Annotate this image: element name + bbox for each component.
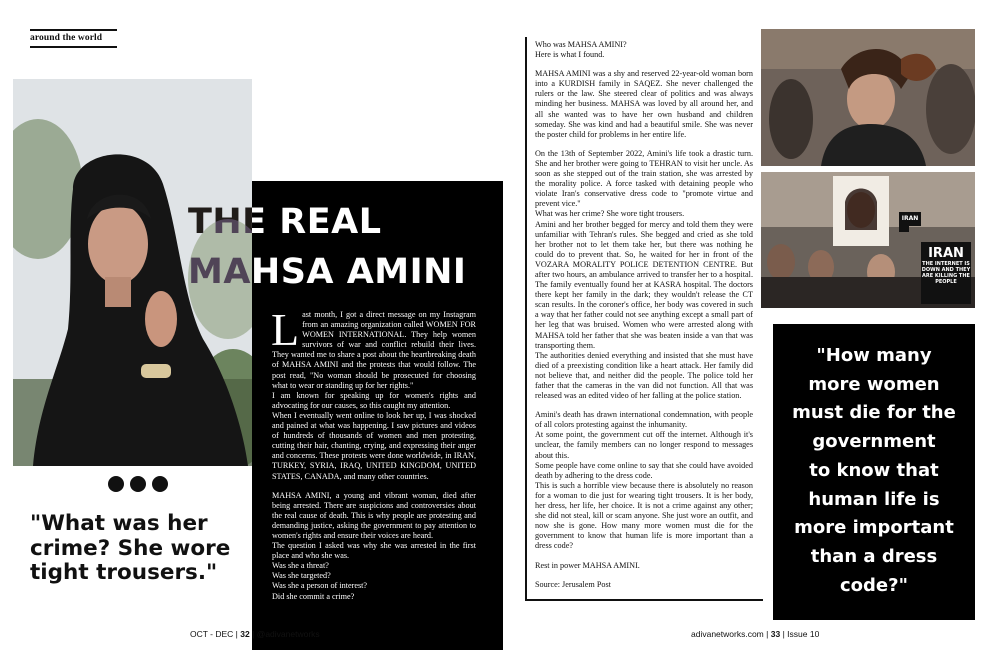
dot-icon [130, 476, 146, 492]
paragraph: Amini's death has drawn international condemnation, with people of all colors protesting against the inhumanity. [535, 410, 753, 430]
paragraph: Amini and her brother begged for mercy and told them they were unfamiliar with Tehran's rules. She begged and cried as she told her brother not to let them take her, but there was nothing he could do to prevent that. So, he waited for her in front of the VOZARA MORALITY POLICE DETENTION CENTRE. But after two hours, an ambulance arrived to transfer her to a hospital. The family eventually found her at KASRA hospital. The doctors there kept her family in the dark; they wouldn't release the CT scan results. In the coroner's office, her body was covered in such a way that her father could not see anything except a small part of her leg that was bruised. Women who were arrested along with MAHSA told her father that she was beaten inside a van that was transporting them. [535, 219, 753, 350]
quote-line: code?" [840, 574, 908, 596]
paragraph: Rest in power MAHSA AMINI. [535, 560, 640, 570]
paragraph: Here is what I found. [535, 50, 605, 60]
question-line: Did she commit a crime? [272, 591, 355, 601]
source-line: Source: Jerusalem Post [535, 579, 611, 589]
footer-issue: OCT - DEC [190, 629, 234, 639]
paragraph: Some people have come online to say that she could have avoided death by adhering to the dress code. [535, 460, 753, 480]
question-line: Was she a person of interest? [272, 581, 368, 591]
paragraph: ast month, I got a direct message on my Instagram from an amazing organization called WOMEN FOR WOMEN INTERNATIONAL. They help women survivors of war and conflict rebuild their lives. They wanted me to share a post about the heartbreaking death of MAHSA AMINI and the protests that would follow. The post read, "No woman should be prosecuted for choosing what to wear or standing up for her rights." [272, 310, 476, 390]
headline [188, 197, 498, 297]
question-line: Was she a threat? [272, 561, 329, 571]
pull-quote-right [773, 324, 975, 620]
quote-line: than a dress [810, 545, 938, 567]
quote-line: more women [808, 373, 940, 395]
quote-line: more important [794, 517, 954, 539]
paragraph: MAHSA AMINI was a shy and reserved 22-year-old woman born into a KURDISH family in SAQEZ. She never challenged the rulers or the law. She steered clear of politics and was always minding her business. MAHSA was loved by all around her, and all she wanted was to have her own husband and children someday. She was kind and had a beautiful smile. She was never the poster child for problems in her entire life. [535, 69, 753, 139]
headline-line-1: THE REAL [188, 202, 382, 242]
section-tag: around the world [30, 29, 117, 48]
article-column-1 [271, 304, 476, 602]
pull-quote-left: "What was her crime? She wore tight trousers." [30, 511, 231, 586]
paragraph: When I eventually went online to look her up, I was shocked and pained at what was happening. I saw pictures and videos of hundreds of thousands of women and men protesting, cutting their hair, chanting, crying, and expressing their anger and concerns. These protests were done worldwide, in IRAN, TURKEY, SYRIA, IRAQ, UNITED KINGDOM, UNITED STATES, CANADA, and many other countries. [272, 410, 476, 481]
headline-line-2: MAHSA AMINI [188, 252, 467, 292]
protest-photo-hair-cutting [761, 29, 975, 166]
paragraph: Who was MAHSA AMINI? [535, 40, 627, 49]
footer-site: adivanetworks.com [691, 629, 764, 639]
protest-sign-small: IRAN [899, 212, 921, 226]
photo1-illustration [761, 29, 975, 166]
paragraph: At some point, the government cut off the internet. Although it's unclear, the family members can no longer respond to messages about this. [535, 430, 753, 460]
article-column-2 [535, 40, 753, 590]
paragraph: The authorities denied everything and insisted that she must have died of a preexisting condition like a heart attack. Her family did not believe that, and neither did the people. The police told her father that the cameras in the van did not function. All that was released was an edited video of her falling at the police station. [535, 350, 753, 401]
paragraph: I am known for speaking up for women's rights and advocating for our causes, so this caught my attention. [272, 390, 476, 410]
quote-line: government [812, 431, 936, 453]
page-number: 33 [770, 629, 781, 639]
paragraph: What was her crime? She wore tight trousers. [535, 209, 685, 219]
decorative-dots [108, 476, 168, 492]
quote-line: human life is [808, 488, 940, 510]
quote-line: must die for the [792, 402, 956, 424]
column-rule [525, 37, 527, 600]
footer-right: adivanetworks.com | 33 | Issue 10 [691, 629, 820, 639]
question-line: Was she targeted? [272, 571, 331, 581]
protest-photo-crowd [761, 172, 975, 308]
page-number: 32 [240, 629, 250, 639]
quote-line: to know that [809, 459, 939, 481]
quote-line: "How many [816, 345, 932, 366]
protest-sign-iran: IRAN THE INTERNET IS DOWN AND THEY ARE KILLING THE PEOPLE [921, 242, 971, 304]
dot-icon [152, 476, 168, 492]
paragraph: This is such a horrible view because there is absolutely no reason for a woman to die just for wearing tight trousers. It is her body, her dress, her life, her choice. It is not a crime against any other; she did not steal, kill or scam anyone. She just wore an outfit, and now she is gone. How many more women must die for the government to know that human life is more important than a dress code? [535, 480, 753, 551]
footer-handle: @adivanetworks [256, 629, 320, 639]
paragraph: The question I asked was why she was arrested in the first place and who she was. [272, 541, 476, 561]
dot-icon [108, 476, 124, 492]
drop-cap: L [271, 304, 300, 355]
paragraph: MAHSA AMINI, a young and vibrant woman, died after being arrested. There are suspicions and controversies about the real cause of death. This is why people are protesting and demanding justice, asking the government to pay attention to women's rights and ensure their voices are heard. [272, 490, 476, 540]
footer-left: OCT - DEC | 32 | @adivanetworks [190, 629, 320, 639]
footer-issue: Issue 10 [787, 629, 820, 639]
column-rule-bottom [525, 599, 763, 601]
paragraph: On the 13th of September 2022, Amini's life took a drastic turn. She and her brother were going to TEHRAN to visit her uncle. As soon as she stepped out of the train station, she was arrested by the morality police. A force tasked with detaining people who violate Iran's conservative dress code to "promote virtue and prevent vice." [535, 148, 753, 209]
